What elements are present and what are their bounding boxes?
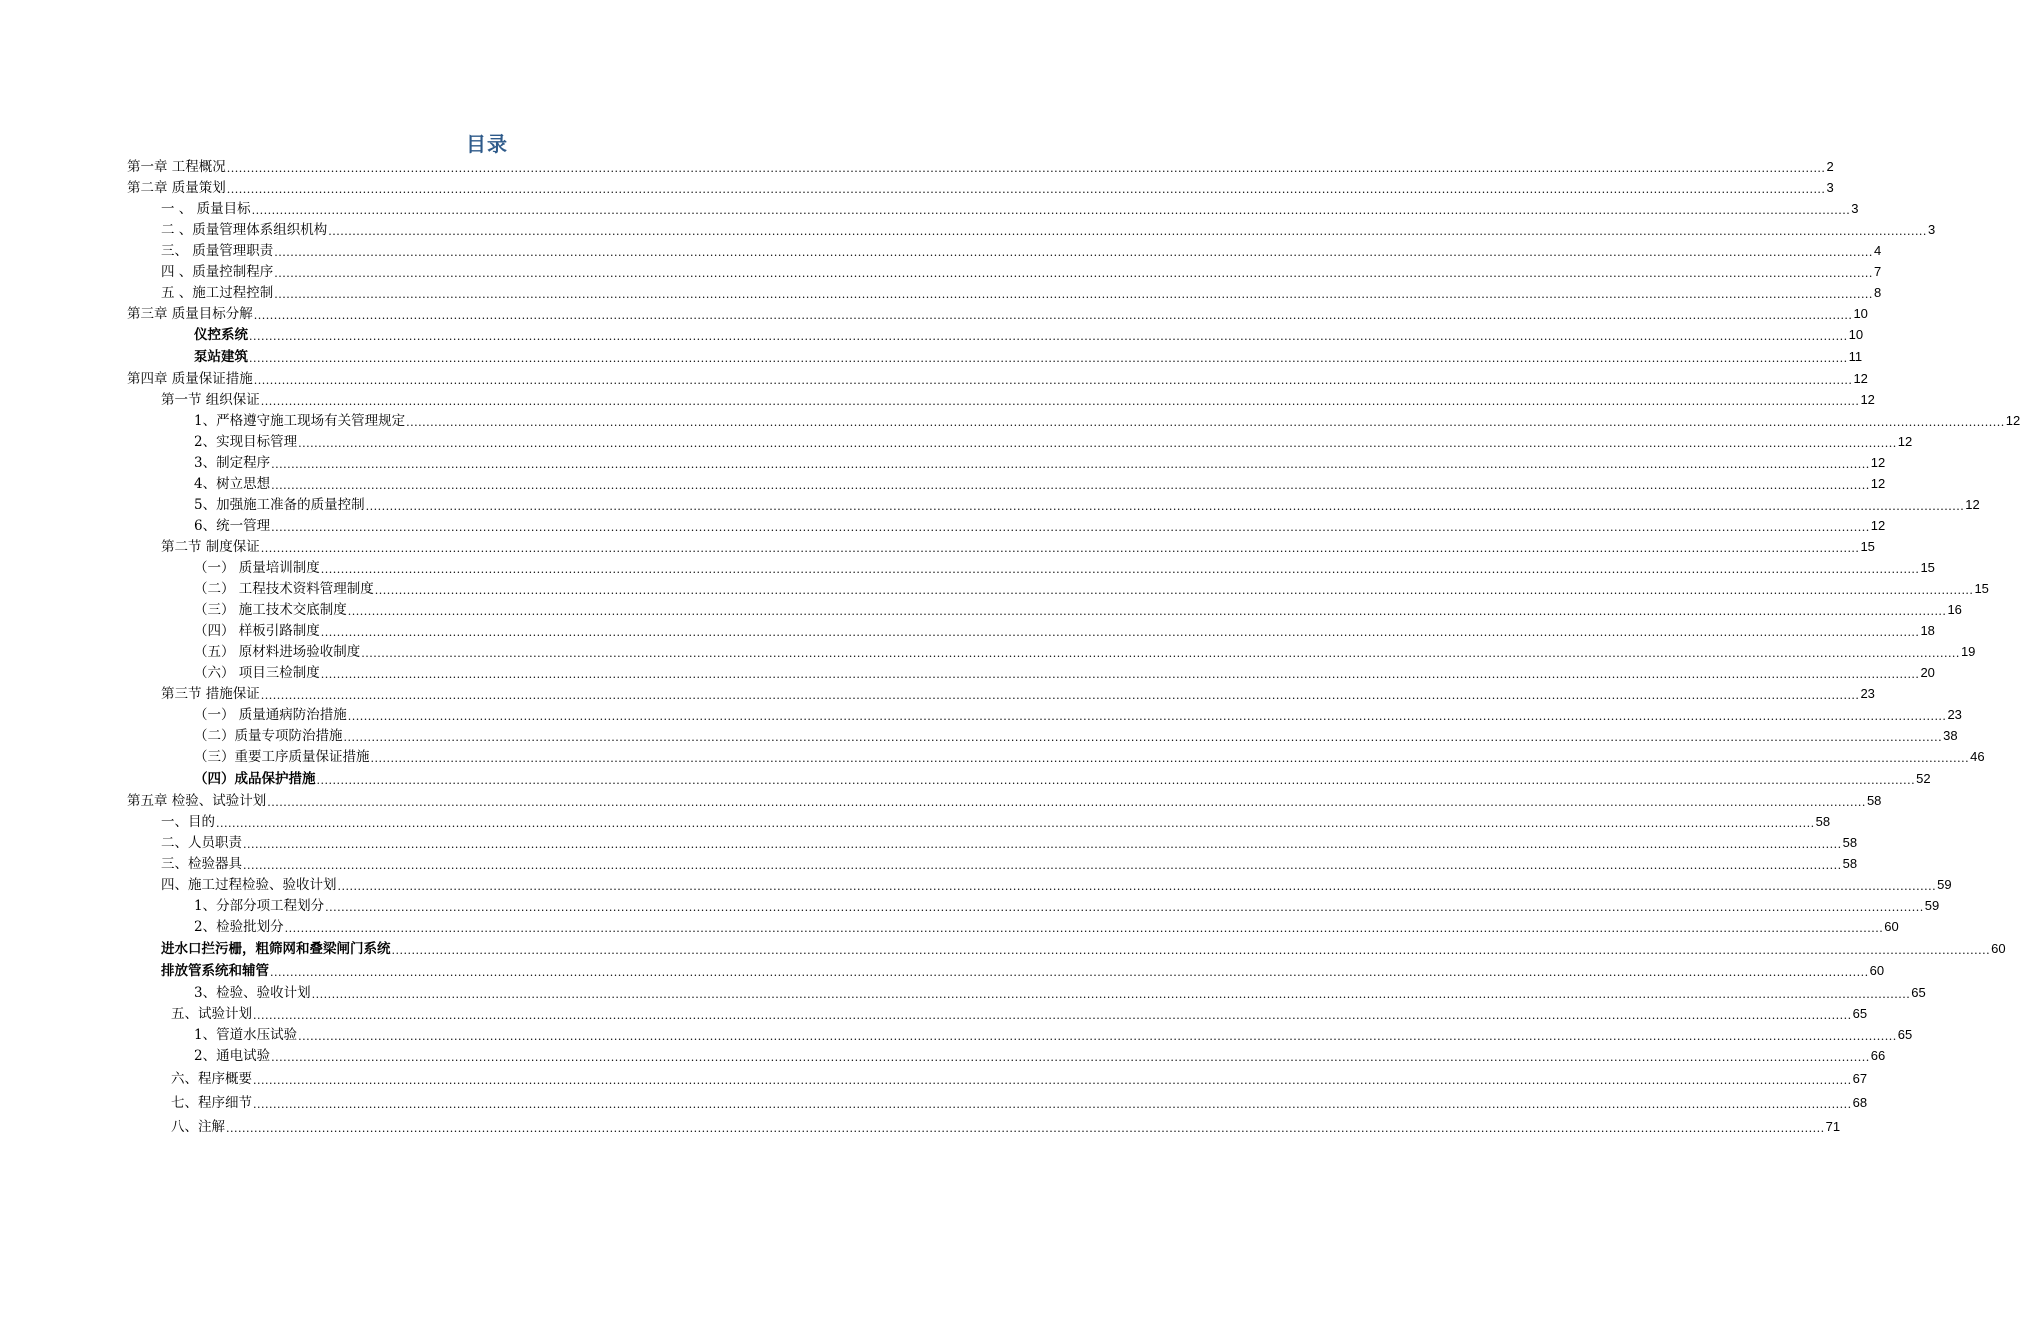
- toc-entry-page: 65: [1897, 1027, 1913, 1042]
- toc-entry-page: 71: [1825, 1119, 1841, 1134]
- toc-leader: ................................................................................................................................................................................................................................................................................................................................................................................................................: [271, 521, 1870, 534]
- toc-entry-label: 第三章 质量目标分解: [127, 306, 253, 322]
- toc-entry-page: 4: [1873, 243, 1882, 258]
- toc-entry-page: 12: [1870, 518, 1886, 533]
- toc-entry[interactable]: [161, 962, 1885, 980]
- toc-leader: ................................................................................................................................................................................................................................................................................................................................................................................................................: [226, 162, 1826, 175]
- toc-entry-page: 46: [1970, 749, 1985, 764]
- toc-entry-label: 5、加强施工准备的质量控制: [194, 497, 365, 513]
- toc-entry-page: 12: [1965, 497, 1980, 512]
- toc-leader: ................................................................................................................................................................................................................................................................................................................................................................................................................: [298, 1030, 1897, 1043]
- toc-entry-page: 59: [1937, 877, 1952, 892]
- toc-entry[interactable]: [171, 1118, 1841, 1136]
- toc-entry-label: 一 、 质量目标: [161, 201, 251, 217]
- toc-entry[interactable]: [127, 179, 1834, 197]
- toc-leader: ................................................................................................................................................................................................................................................................................................................................................................................................................: [274, 288, 1873, 301]
- toc-entry-label: 3、制定程序: [194, 455, 271, 471]
- toc-entry-label: （二）质量专项防治措施: [194, 728, 343, 744]
- toc-entry-page: 68: [1852, 1095, 1868, 1110]
- toc-entry-page: 3: [1826, 180, 1834, 195]
- toc-entry[interactable]: [194, 601, 1962, 619]
- toc-entry[interactable]: [171, 1094, 1868, 1112]
- toc-leader: ................................................................................................................................................................................................................................................................................................................................................................................................................: [251, 204, 1851, 217]
- toc-entry-page: 12: [1870, 476, 1886, 491]
- toc-leader: ................................................................................................................................................................................................................................................................................................................................................................................................................: [226, 1122, 1825, 1135]
- toc-entry-label: 一、目的: [161, 814, 215, 830]
- toc-entry-label: 六、程序概要: [171, 1071, 252, 1087]
- toc-entry-label: 八、注解: [171, 1119, 225, 1135]
- toc-entry-label: （四）成品保护措施: [194, 771, 316, 787]
- toc-entry-page: 60: [1869, 963, 1885, 978]
- toc-entry-label: 1、严格遵守施工现场有关管理规定: [194, 413, 406, 429]
- toc-entry-page: 3: [1851, 201, 1859, 216]
- toc-leader: ................................................................................................................................................................................................................................................................................................................................................................................................................: [391, 944, 1991, 957]
- toc-entry[interactable]: [161, 221, 1936, 239]
- toc-entry-page: 15: [1974, 581, 1989, 596]
- toc-entry-label: 2、检验批划分: [194, 919, 284, 935]
- toc-entry-label: 第一节 组织保证: [161, 392, 260, 408]
- toc-entry-label: 三、 质量管理职责: [161, 243, 274, 259]
- toc-leader: ................................................................................................................................................................................................................................................................................................................................................................................................................: [267, 796, 1866, 809]
- toc-leader: ................................................................................................................................................................................................................................................................................................................................................................................................................: [311, 988, 1911, 1001]
- toc-entry-page: 20: [1920, 665, 1935, 680]
- toc-entry-page: 58: [1842, 835, 1858, 850]
- toc-leader: ................................................................................................................................................................................................................................................................................................................................................................................................................: [253, 374, 1853, 387]
- toc-leader: ................................................................................................................................................................................................................................................................................................................................................................................................................: [243, 838, 1842, 851]
- toc-entry-label: 第三节 措施保证: [161, 686, 260, 702]
- toc-entry[interactable]: [161, 813, 1831, 831]
- toc-entry-label: 3、检验、验收计划: [194, 985, 311, 1001]
- toc-entry-label: 七、程序细节: [171, 1095, 252, 1111]
- toc-leader: ................................................................................................................................................................................................................................................................................................................................................................................................................: [320, 668, 1920, 681]
- toc-entry-label: 2、通电试验: [194, 1048, 271, 1064]
- toc-entry-page: 66: [1870, 1048, 1886, 1063]
- toc-entry[interactable]: [161, 391, 1875, 409]
- toc-leader: ................................................................................................................................................................................................................................................................................................................................................................................................................: [316, 774, 1916, 787]
- toc-leader: ................................................................................................................................................................................................................................................................................................................................................................................................................: [260, 542, 1860, 555]
- toc-entry[interactable]: [194, 770, 1931, 788]
- toc-entry[interactable]: [194, 326, 1864, 344]
- toc-entry-page: 12: [1860, 392, 1875, 407]
- toc-entry-page: 65: [1911, 985, 1926, 1000]
- toc-entry-page: 18: [1920, 623, 1935, 638]
- toc-entry[interactable]: [171, 1005, 1868, 1023]
- toc-entry[interactable]: [161, 242, 1882, 260]
- toc-entry[interactable]: [161, 940, 2006, 958]
- toc-leader: ................................................................................................................................................................................................................................................................................................................................................................................................................: [249, 352, 1848, 365]
- toc-leader: ................................................................................................................................................................................................................................................................................................................................................................................................................: [260, 395, 1860, 408]
- toc-entry-label: 第二节 制度保证: [161, 539, 260, 555]
- toc-entry-page: 60: [1884, 919, 1899, 934]
- toc-entry-label: 四、施工过程检验、验收计划: [161, 877, 337, 893]
- toc-leader: ................................................................................................................................................................................................................................................................................................................................................................................................................: [406, 416, 2005, 429]
- toc-leader: ................................................................................................................................................................................................................................................................................................................................................................................................................: [271, 479, 1870, 492]
- toc-entry-label: 第五章 检验、试验计划: [127, 793, 267, 809]
- toc-leader: ................................................................................................................................................................................................................................................................................................................................................................................................................: [260, 689, 1860, 702]
- toc-entry[interactable]: [161, 538, 1875, 556]
- toc-entry-label: 1、分部分项工程划分: [194, 898, 325, 914]
- toc-entry-page: 58: [1866, 793, 1882, 808]
- toc-entry-label: 2、实现目标管理: [194, 434, 298, 450]
- toc-entry-label: 二 、质量管理体系组织机构: [161, 222, 328, 238]
- toc-leader: ................................................................................................................................................................................................................................................................................................................................................................................................................: [249, 330, 1848, 343]
- toc-leader: ................................................................................................................................................................................................................................................................................................................................................................................................................: [253, 1009, 1852, 1022]
- toc-leader: ................................................................................................................................................................................................................................................................................................................................................................................................................: [274, 267, 1873, 280]
- toc-leader: ................................................................................................................................................................................................................................................................................................................................................................................................................: [271, 1051, 1870, 1064]
- toc-entry-page: 12: [1897, 434, 1913, 449]
- toc-leader: ................................................................................................................................................................................................................................................................................................................................................................................................................: [347, 710, 1947, 723]
- toc-leader: ................................................................................................................................................................................................................................................................................................................................................................................................................: [374, 584, 1974, 597]
- toc-entry-page: 60: [1991, 941, 2006, 956]
- toc-leader: ................................................................................................................................................................................................................................................................................................................................................................................................................: [343, 731, 1943, 744]
- toc-entry-page: 12: [1853, 371, 1868, 386]
- toc-entry-page: 16: [1947, 602, 1962, 617]
- toc-entry[interactable]: [194, 664, 1935, 682]
- toc-entry-label: 五 、施工过程控制: [161, 285, 274, 301]
- toc-leader: ................................................................................................................................................................................................................................................................................................................................................................................................................: [347, 605, 1947, 618]
- toc-leader: ................................................................................................................................................................................................................................................................................................................................................................................................................: [253, 1098, 1852, 1111]
- toc-entry[interactable]: [161, 876, 1952, 894]
- toc-leader: ................................................................................................................................................................................................................................................................................................................................................................................................................: [270, 966, 1869, 979]
- toc-entry[interactable]: [194, 1026, 1913, 1044]
- toc-leader: ................................................................................................................................................................................................................................................................................................................................................................................................................: [320, 626, 1920, 639]
- toc-entry[interactable]: [194, 433, 1913, 451]
- toc-entry[interactable]: [171, 1070, 1868, 1088]
- toc-entry-page: 10: [1853, 306, 1868, 321]
- toc-entry-label: 五、试验计划: [171, 1006, 252, 1022]
- toc-entry[interactable]: [194, 643, 1976, 661]
- toc-entry-label: 第二章 质量策划: [127, 180, 226, 196]
- toc-leader: ................................................................................................................................................................................................................................................................................................................................................................................................................: [370, 752, 1970, 765]
- toc-entry-page: 65: [1852, 1006, 1868, 1021]
- toc-entry[interactable]: [194, 727, 1958, 745]
- toc-entry-page: 52: [1916, 771, 1931, 786]
- toc-entry[interactable]: [161, 855, 1858, 873]
- toc-entry-label: （三）重要工序质量保证措施: [194, 749, 370, 765]
- toc-leader: ................................................................................................................................................................................................................................................................................................................................................................................................................: [216, 817, 1815, 830]
- toc-entry[interactable]: [194, 475, 1886, 493]
- toc-leader: ................................................................................................................................................................................................................................................................................................................................................................................................................: [298, 437, 1897, 450]
- toc-leader: ................................................................................................................................................................................................................................................................................................................................................................................................................: [365, 500, 1965, 513]
- toc-entry-label: （一） 质量培训制度: [194, 560, 320, 576]
- toc-entry[interactable]: [161, 263, 1882, 281]
- toc-entry-page: 7: [1873, 264, 1882, 279]
- toc-entry[interactable]: [194, 580, 1989, 598]
- toc-entry[interactable]: [161, 284, 1882, 302]
- toc-entry[interactable]: [194, 454, 1886, 472]
- toc-leader: ................................................................................................................................................................................................................................................................................................................................................................................................................: [253, 1074, 1852, 1087]
- toc-entry-page: 58: [1815, 814, 1831, 829]
- toc-entry[interactable]: [194, 412, 2020, 430]
- toc-title: 目录: [466, 132, 508, 156]
- toc-entry-page: 11: [1848, 349, 1863, 364]
- toc-entry[interactable]: [194, 496, 1980, 514]
- toc-entry-page: 67: [1852, 1071, 1868, 1086]
- toc-entry-label: 4、树立思想: [194, 476, 271, 492]
- toc-leader: ................................................................................................................................................................................................................................................................................................................................................................................................................: [325, 901, 1924, 914]
- toc-leader: ................................................................................................................................................................................................................................................................................................................................................................................................................: [253, 309, 1853, 322]
- toc-entry-label: （一） 质量通病防治措施: [194, 707, 347, 723]
- toc-entry[interactable]: [194, 918, 1899, 936]
- toc-entry-label: （二） 工程技术资料管理制度: [194, 581, 374, 597]
- toc-entry-label: （三） 施工技术交底制度: [194, 602, 347, 618]
- toc-entry[interactable]: [194, 622, 1935, 640]
- toc-leader: ................................................................................................................................................................................................................................................................................................................................................................................................................: [274, 246, 1873, 259]
- toc-entry[interactable]: [127, 305, 1868, 323]
- toc-entry-label: 1、管道水压试验: [194, 1027, 298, 1043]
- toc-entry-page: 10: [1848, 327, 1864, 342]
- toc-leader: ................................................................................................................................................................................................................................................................................................................................................................................................................: [243, 859, 1842, 872]
- toc-entry-label: 6、统一管理: [194, 518, 271, 534]
- toc-entry[interactable]: [161, 685, 1875, 703]
- toc-entry-page: 8: [1873, 285, 1882, 300]
- toc-entry-label: （四） 样板引路制度: [194, 623, 320, 639]
- toc-entry-label: 第一章 工程概况: [127, 159, 226, 175]
- toc-entry-page: 23: [1860, 686, 1875, 701]
- toc-entry-page: 3: [1927, 222, 1936, 237]
- toc-entry-label: （五） 原材料进场验收制度: [194, 644, 361, 660]
- toc-leader: ................................................................................................................................................................................................................................................................................................................................................................................................................: [271, 458, 1870, 471]
- toc-entry-page: 12: [1870, 455, 1886, 470]
- toc-entry[interactable]: [161, 200, 1859, 218]
- toc-entry-label: 三、检验器具: [161, 856, 242, 872]
- toc-entry-page: 15: [1860, 539, 1875, 554]
- toc-entry-page: 58: [1842, 856, 1858, 871]
- toc-entry-label: （六） 项目三检制度: [194, 665, 320, 681]
- toc-entry[interactable]: [194, 897, 1940, 915]
- toc-entry-page: 59: [1924, 898, 1940, 913]
- toc-leader: ................................................................................................................................................................................................................................................................................................................................................................................................................: [361, 647, 1960, 660]
- toc-leader: ................................................................................................................................................................................................................................................................................................................................................................................................................: [226, 183, 1826, 196]
- toc-entry[interactable]: [194, 748, 1985, 766]
- toc-entry-page: 38: [1943, 728, 1958, 743]
- toc-entry-page: 12: [2005, 413, 2020, 428]
- toc-entry-page: 2: [1826, 159, 1834, 174]
- toc-entry-page: 15: [1920, 560, 1935, 575]
- toc-entry[interactable]: [161, 834, 1858, 852]
- toc-entry-page: 19: [1960, 644, 1976, 659]
- toc-entry-label: 泵站建筑: [194, 349, 248, 365]
- toc-entry-label: 第四章 质量保证措施: [127, 371, 253, 387]
- toc-entry[interactable]: [127, 792, 1882, 810]
- toc-entry[interactable]: [194, 984, 1926, 1002]
- toc-entry-label: 排放管系统和辅管: [161, 963, 269, 979]
- toc-leader: ................................................................................................................................................................................................................................................................................................................................................................................................................: [320, 563, 1920, 576]
- toc-entry[interactable]: [127, 370, 1868, 388]
- toc-leader: ................................................................................................................................................................................................................................................................................................................................................................................................................: [328, 225, 1927, 238]
- toc-entry[interactable]: [127, 158, 1834, 176]
- toc-leader: ................................................................................................................................................................................................................................................................................................................................................................................................................: [337, 880, 1937, 893]
- toc-entry-label: 四 、质量控制程序: [161, 264, 274, 280]
- toc-entry-label: 仪控系统: [194, 327, 248, 343]
- toc-entry[interactable]: [194, 1047, 1886, 1065]
- toc-entry[interactable]: [194, 559, 1935, 577]
- toc-leader: ................................................................................................................................................................................................................................................................................................................................................................................................................: [284, 922, 1884, 935]
- toc-entry-label: 二、人员职责: [161, 835, 242, 851]
- toc-entry-page: 23: [1947, 707, 1962, 722]
- toc-entry[interactable]: [194, 517, 1886, 535]
- toc-entry-label: 进水口拦污栅，粗筛网和叠梁闸门系统: [161, 941, 391, 957]
- toc-entry[interactable]: [194, 348, 1863, 366]
- toc-entry[interactable]: [194, 706, 1962, 724]
